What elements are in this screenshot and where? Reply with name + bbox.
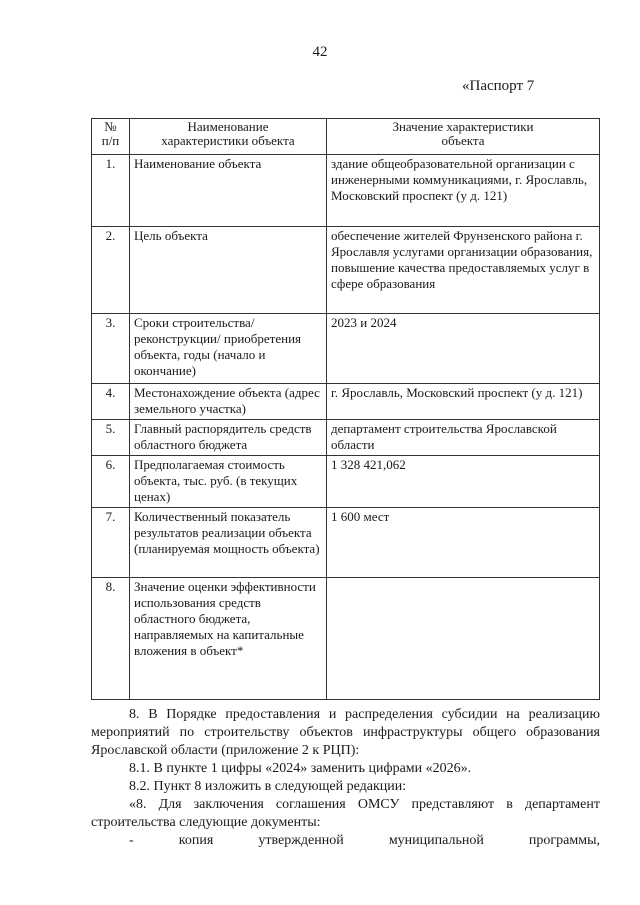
paragraph-list-item: - копия утвержденной муниципальной программы, <box>129 833 600 848</box>
paragraph-8-1: 8.1. В пункте 1 цифры «2024» заменить цифрами «2026». <box>129 761 472 776</box>
row-name: Цель объекта <box>130 227 327 314</box>
row-value <box>327 578 600 700</box>
passport-table <box>91 118 600 700</box>
header-value: Значение характеристики объекта <box>327 119 600 155</box>
row-number: 4. <box>92 384 130 420</box>
paragraph-quote-8: «8. Для заключения соглашения ОМСУ представляют в департамент строительства следующие документы: <box>91 797 600 830</box>
paragraph-8-2: 8.2. Пункт 8 изложить в следующей редакции: <box>129 779 407 794</box>
row-name: Местонахождение объекта (адрес земельного участка) <box>130 384 327 420</box>
row-name: Наименование объекта <box>130 155 327 227</box>
row-number: 6. <box>92 456 130 508</box>
table-header-row <box>92 119 600 155</box>
table-row <box>92 508 600 578</box>
header-num: № п/п <box>92 119 130 155</box>
table-row <box>92 456 600 508</box>
table-row <box>92 314 600 384</box>
row-name: Сроки строительства/ реконструкции/ приобретения объекта, годы (начало и окончание) <box>130 314 327 384</box>
table-row <box>92 578 600 700</box>
row-number: 5. <box>92 420 130 456</box>
table-row <box>92 227 600 314</box>
row-value: г. Ярославль, Московский проспект (у д. 121) <box>327 384 600 420</box>
row-value: обеспечение жителей Фрунзенского района г. Ярославля услугами организации образования, повышение качества предоставляемых услуг в сфере образования <box>327 227 600 314</box>
row-value: 1 328 421,062 <box>327 456 600 508</box>
row-value: департамент строительства Ярославской области <box>327 420 600 456</box>
row-name: Значение оценки эффективности использования средств областного бюджета, направляемых на капитальные вложения в объект* <box>130 578 327 700</box>
paragraph-8: 8. В Порядке предоставления и распределения субсидии на реализацию мероприятий по строительству объектов инфраструктуры общего образования Ярославской области (приложение 2 к РЦП): <box>91 707 600 758</box>
row-number: 2. <box>92 227 130 314</box>
row-name: Количественный показатель результатов реализации объекта (планируемая мощность объекта) <box>130 508 327 578</box>
row-value: здание общеобразовательной организации с инженерными коммуникациями, г. Ярославль, Московский проспект (у д. 121) <box>327 155 600 227</box>
page-number: 42 <box>312 44 328 60</box>
row-value: 1 600 мест <box>327 508 600 578</box>
row-number: 8. <box>92 578 130 700</box>
row-number: 7. <box>92 508 130 578</box>
row-name: Предполагаемая стоимость объекта, тыс. руб. (в текущих ценах) <box>130 456 327 508</box>
passport-title: «Паспорт 7 <box>462 78 535 94</box>
header-name: Наименование характеристики объекта <box>130 119 327 155</box>
table-row <box>92 420 600 456</box>
table-row <box>92 155 600 227</box>
row-number: 3. <box>92 314 130 384</box>
row-name: Главный распорядитель средств областного бюджета <box>130 420 327 456</box>
row-number: 1. <box>92 155 130 227</box>
table-row <box>92 384 600 420</box>
row-value: 2023 и 2024 <box>327 314 600 384</box>
